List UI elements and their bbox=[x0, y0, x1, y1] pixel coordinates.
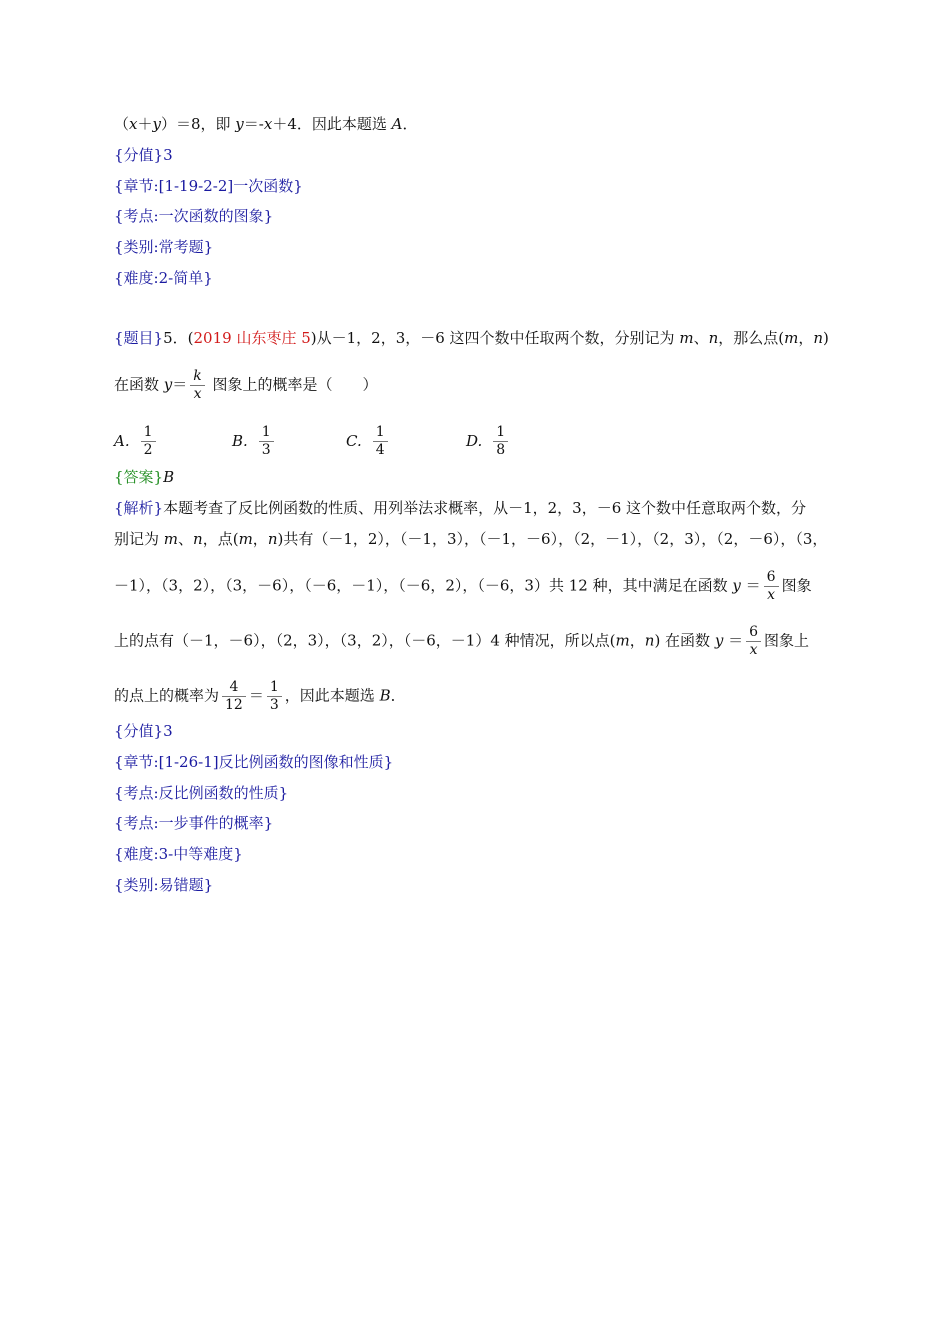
option-b[interactable]: B. $\frac{1}{3}$ bbox=[232, 424, 277, 459]
prev-score: {分值}3 bbox=[114, 146, 173, 164]
q5-analysis-line1: {解析}本题考查了反比例函数的性质、用列举法求概率，从－1，2，3，－6 这个数中任意取两个数，分 bbox=[114, 499, 807, 517]
four-over-twelve-fraction: $\frac{4}{12}$ bbox=[222, 679, 246, 714]
q5-point1: {考点:反比例函数的性质} bbox=[114, 784, 289, 802]
prev-answer-line: （x＋y）＝8，即 y＝-x＋4．因此本题选 A． bbox=[114, 115, 418, 133]
q5-analysis-line3: －1），（3，2），（3，－6），（－6，－1），（－6，2），（－6，3）共 12 种，其中满足在函数 y ＝ $\frac{6}{x}$ 图象 bbox=[114, 569, 812, 603]
q5-analysis-line2: 别记为 m、n，点(m，n)共有（－1，2），（－1，3），（－1，－6），（2，－1），（2，3），（2，－6），（3， bbox=[114, 530, 828, 548]
k-over-x-fraction: $\frac{k}{x}$ bbox=[190, 368, 204, 403]
q5-answer: {答案}B bbox=[114, 468, 175, 486]
q5-difficulty: {难度:3-中等难度} bbox=[114, 845, 243, 863]
option-a[interactable]: A. $\frac{1}{2}$ bbox=[114, 424, 159, 459]
prev-point: {考点:一次函数的图象} bbox=[114, 207, 274, 225]
prev-difficulty: {难度:2-简单} bbox=[114, 269, 213, 287]
prev-category: {类别:常考题} bbox=[114, 238, 214, 256]
q5-point2: {考点:一步事件的概率} bbox=[114, 814, 274, 832]
prev-chapter: {章节:[1-19-2-2]一次函数} bbox=[114, 177, 303, 195]
q5-stem-line2: 在函数 y＝ $\frac{k}{x}$ 图象上的概率是（ ） bbox=[114, 368, 378, 402]
option-d[interactable]: D. $\frac{1}{8}$ bbox=[466, 424, 511, 459]
q5-chapter: {章节:[1-26-1]反比例函数的图像和性质} bbox=[114, 753, 394, 771]
six-over-x-fraction-2: $\frac{6}{x}$ bbox=[746, 624, 761, 659]
option-c[interactable]: C. $\frac{1}{4}$ bbox=[346, 424, 391, 459]
q5-analysis-line5: 的点上的概率为 $\frac{4}{12}$ ＝ $\frac{1}{3}$ ，因此本题选 B． bbox=[114, 679, 406, 713]
q5-category: {类别:易错题} bbox=[114, 876, 214, 894]
q5-source: 2019 山东枣庄 5 bbox=[193, 329, 311, 347]
q5-stem-line1: {题目}5．(2019 山东枣庄 5)从－1，2，3，－6 这四个数中任取两个数，分别记为 m、n，那么点(m，n) bbox=[114, 329, 829, 347]
q5-analysis-line4: 上的点有（－1，－6），（2，3），（3，2），（－6，－1）4 种情况，所以点(m，n) 在函数 y ＝ $\frac{6}{x}$ 图象上 bbox=[114, 624, 810, 658]
one-over-three-fraction: $\frac{1}{3}$ bbox=[267, 679, 282, 714]
q5-score: {分值}3 bbox=[114, 722, 173, 740]
six-over-x-fraction: $\frac{6}{x}$ bbox=[764, 569, 779, 604]
